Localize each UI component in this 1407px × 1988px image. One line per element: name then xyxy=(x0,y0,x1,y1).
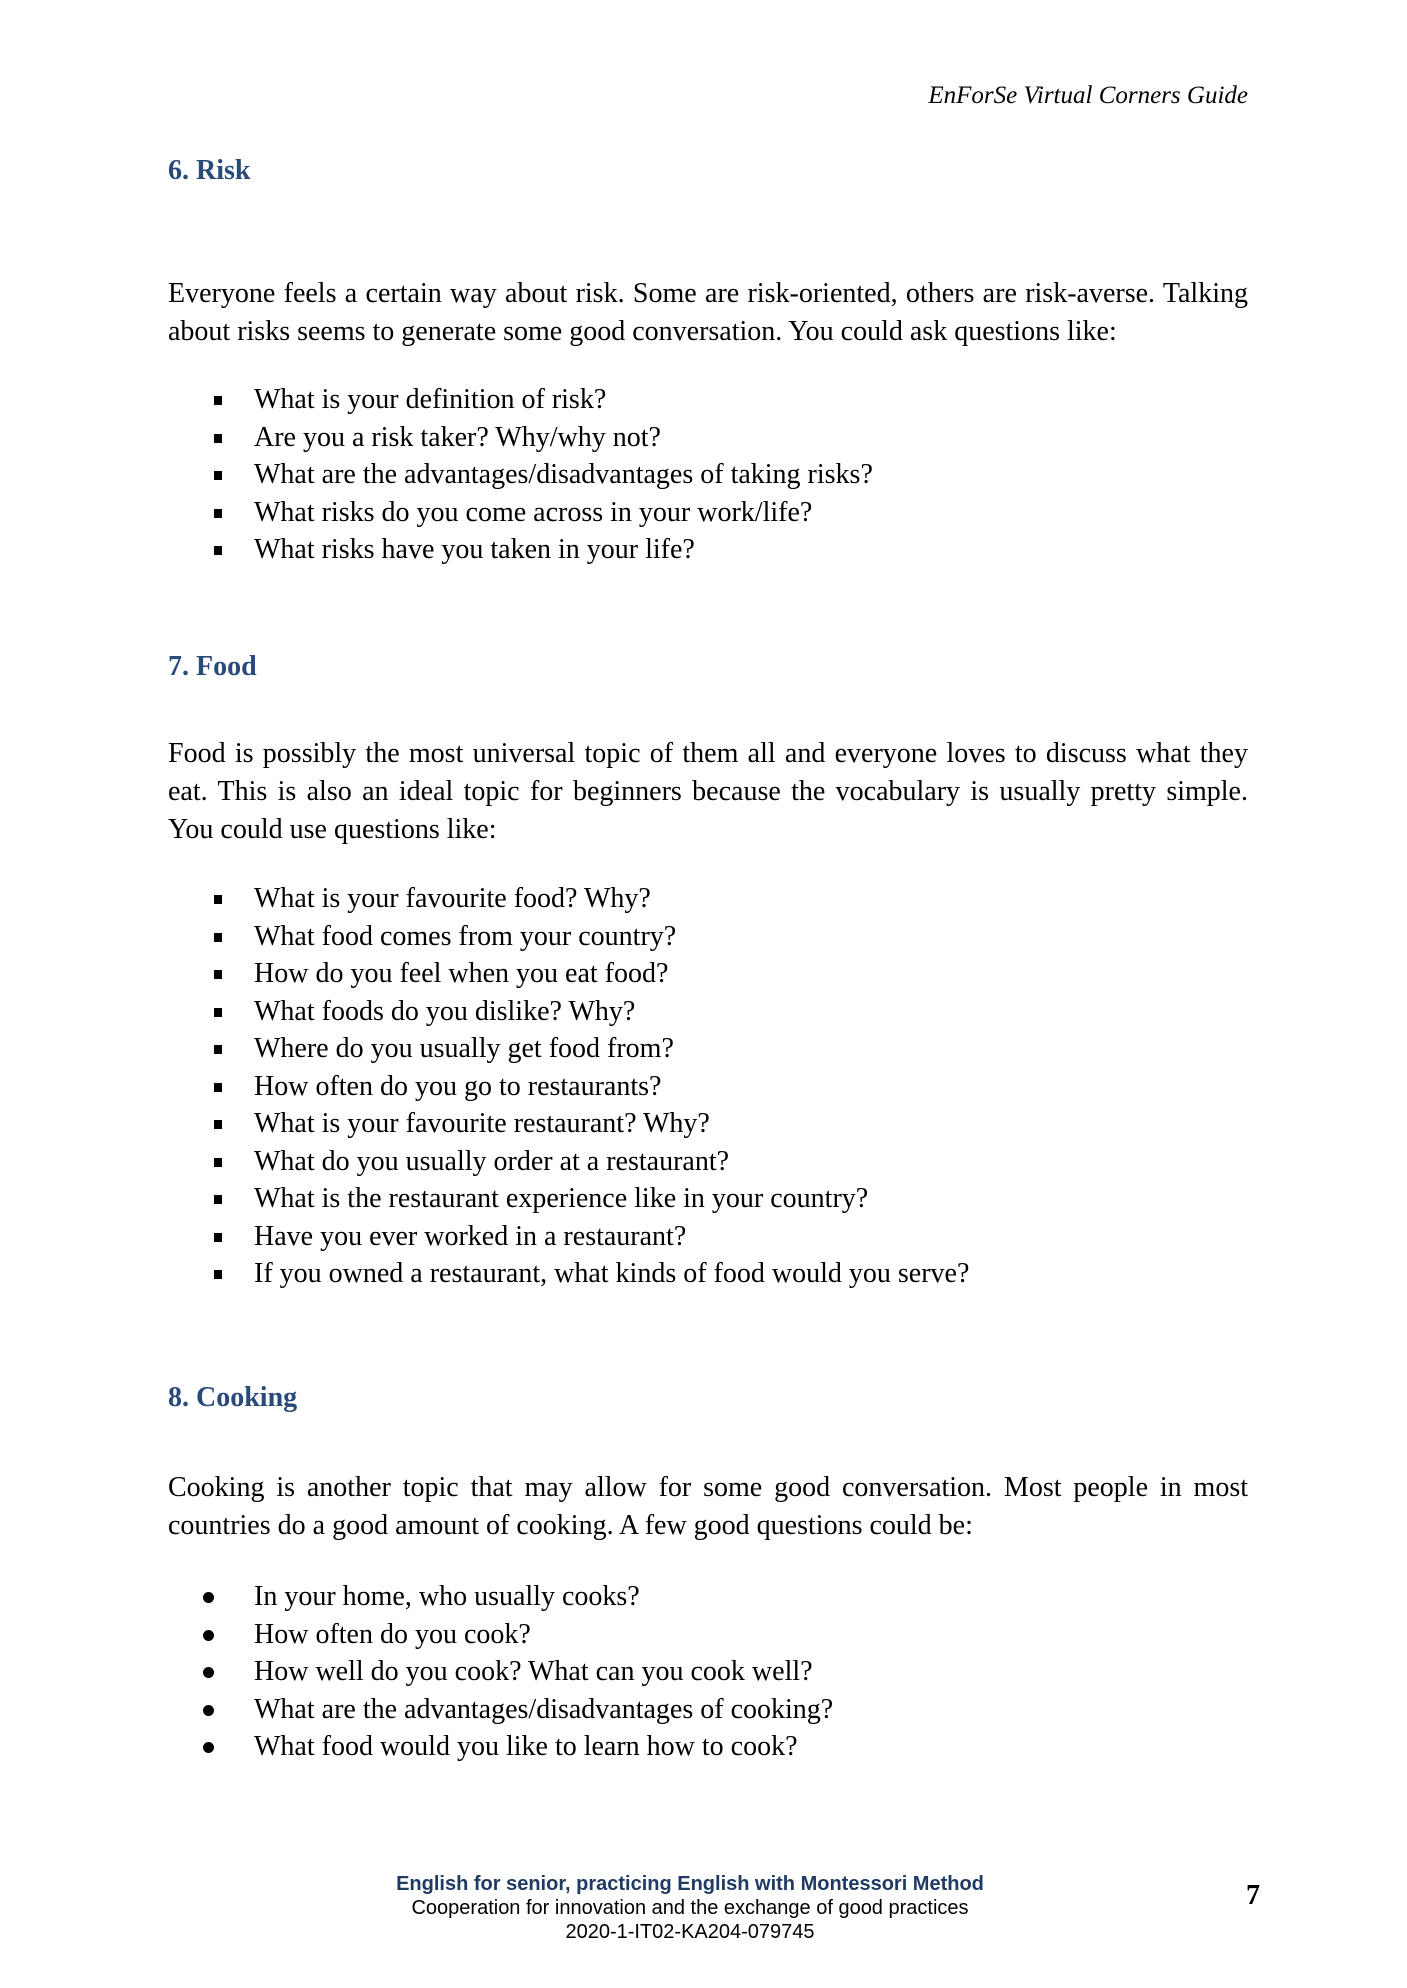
question-text: In your home, who usually cooks? xyxy=(254,1581,640,1612)
page-number: 7 xyxy=(1246,1880,1260,1911)
question-item xyxy=(168,1068,1248,1106)
page-footer xyxy=(300,1872,1080,1944)
round-bullet-icon xyxy=(203,1630,214,1641)
question-item xyxy=(168,1616,1248,1654)
section-paragraph: Cooking is another topic that may allow for some good conversation. Most people in most countries do a good amount of cooking. A few good questions could be: xyxy=(168,1472,1248,1541)
question-item xyxy=(168,1653,1248,1691)
section-title: 7. Food xyxy=(168,651,257,682)
question-item xyxy=(168,531,1248,569)
section-risk xyxy=(168,155,1248,569)
question-item xyxy=(168,918,1248,956)
square-bullet-icon xyxy=(214,1270,222,1279)
section-paragraph: Food is possibly the most universal topic of them all and everyone loves to discuss what they eat. This is also an ideal topic for beginners because the vocabulary is usually pretty simple. You could use questions like: xyxy=(168,738,1248,845)
question-text: What do you usually order at a restaurant? xyxy=(254,1145,730,1177)
question-item xyxy=(168,1578,1248,1616)
question-text: What are the advantages/disadvantages of taking risks? xyxy=(254,459,873,490)
question-item xyxy=(168,1143,1248,1181)
question-item xyxy=(168,419,1248,457)
square-bullet-icon xyxy=(214,396,222,405)
square-bullet-icon xyxy=(214,1233,222,1242)
square-bullet-icon xyxy=(214,1158,222,1167)
question-item xyxy=(168,993,1248,1031)
round-bullet-icon xyxy=(203,1705,214,1716)
round-bullet-icon xyxy=(203,1592,214,1603)
question-text: What risks have you taken in your life? xyxy=(254,534,695,565)
question-item xyxy=(168,1728,1248,1766)
question-item xyxy=(168,1180,1248,1218)
question-text: How do you feel when you eat food? xyxy=(254,958,669,989)
question-text: If you owned a restaurant, what kinds of food would you serve? xyxy=(254,1258,970,1289)
running-header: EnForSe Virtual Corners Guide xyxy=(928,82,1248,109)
section-title: 8. Cooking xyxy=(168,1382,298,1413)
question-text: What are the advantages/disadvantages of cooking? xyxy=(254,1693,834,1725)
question-text: Have you ever worked in a restaurant? xyxy=(254,1220,687,1252)
question-item xyxy=(168,456,1248,494)
section-title: 6. Risk xyxy=(168,155,251,186)
question-text: What is the restaurant experience like in your country? xyxy=(254,1183,869,1214)
square-bullet-icon xyxy=(214,1083,222,1092)
footer-project-title: English for senior, practicing English with Montessori Method xyxy=(396,1873,984,1895)
question-item xyxy=(168,494,1248,532)
question-text: What foods do you dislike? Why? xyxy=(254,995,636,1027)
square-bullet-icon xyxy=(214,1045,222,1054)
question-text: What is your definition of risk? xyxy=(254,384,607,415)
question-item xyxy=(168,381,1248,419)
question-text: How often do you go to restaurants? xyxy=(254,1070,662,1102)
question-text: How often do you cook? xyxy=(254,1618,531,1650)
question-item xyxy=(168,1691,1248,1729)
footer-project-code: 2020-1-IT02-KA204-079745 xyxy=(565,1921,815,1943)
round-bullet-icon xyxy=(203,1667,214,1678)
question-text: What is your favourite food? Why? xyxy=(254,883,651,914)
square-bullet-icon xyxy=(214,434,222,443)
question-list xyxy=(168,1578,1248,1766)
question-item xyxy=(168,955,1248,993)
square-bullet-icon xyxy=(214,1008,222,1017)
square-bullet-icon xyxy=(214,970,222,979)
section-cooking xyxy=(168,1382,1248,1766)
question-text: Where do you usually get food from? xyxy=(254,1033,674,1064)
round-bullet-icon xyxy=(203,1742,214,1753)
section-paragraph: Everyone feels a certain way about risk. Some are risk-oriented, others are risk-averse. Talking about risks seems to generate some good conversation. You could ask questions like: xyxy=(168,278,1248,347)
square-bullet-icon xyxy=(214,1120,222,1129)
question-text: Are you a risk taker? Why/why not? xyxy=(254,421,661,453)
question-item xyxy=(168,1218,1248,1256)
square-bullet-icon xyxy=(214,471,222,480)
question-item xyxy=(168,880,1248,918)
question-list xyxy=(168,880,1248,1293)
question-text: How well do you cook? What can you cook well? xyxy=(254,1656,813,1687)
question-text: What risks do you come across in your work/life? xyxy=(254,496,813,528)
question-text: What food comes from your country? xyxy=(254,920,677,952)
square-bullet-icon xyxy=(214,895,222,904)
question-item xyxy=(168,1105,1248,1143)
question-text: What food would you like to learn how to cook? xyxy=(254,1731,798,1762)
square-bullet-icon xyxy=(214,509,222,518)
section-food xyxy=(168,651,1248,1293)
question-list xyxy=(168,381,1248,569)
footer-program: Cooperation for innovation and the exchange of good practices xyxy=(411,1897,969,1919)
square-bullet-icon xyxy=(214,1195,222,1204)
question-item xyxy=(168,1255,1248,1293)
square-bullet-icon xyxy=(214,933,222,942)
question-text: What is your favourite restaurant? Why? xyxy=(254,1108,710,1139)
question-item xyxy=(168,1030,1248,1068)
square-bullet-icon xyxy=(214,546,222,555)
